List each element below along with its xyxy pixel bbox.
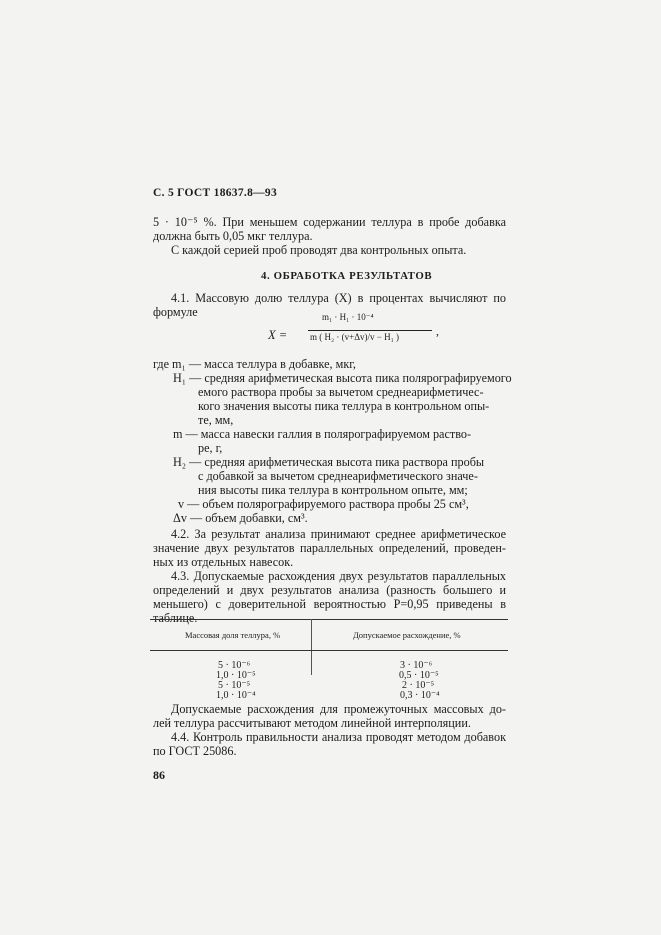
paragraph-line: таблице. — [153, 611, 198, 625]
table-cell: 3 · 10⁻⁶ — [400, 660, 433, 671]
table-cell: 5 · 10⁻⁶ — [218, 660, 251, 671]
table-top-rule — [150, 619, 508, 620]
paragraph-line: 4.3. Допускаемые расхождения двух результатов параллельных — [171, 569, 506, 583]
paragraph-line: ных из отдельных навесок. — [153, 555, 294, 569]
paragraph-line: Допускаемые расхождения для промежуточных массовых до- — [171, 702, 506, 716]
definition-line: H₂ — средняя арифметическая высота пика раствора пробы — [173, 455, 485, 469]
fraction-bar — [308, 330, 432, 331]
definition-line: ре, г, — [198, 441, 223, 455]
table-cell: 0,5 · 10⁻⁵ — [399, 670, 439, 681]
table-cell: 0,3 · 10⁻⁴ — [400, 690, 440, 701]
paragraph-line: С каждой серией проб проводят два контрольных опыта. — [171, 243, 467, 257]
definition-line: где m₁ — масса теллура в добавке, мкг, — [153, 357, 356, 371]
table-cell: 1,0 · 10⁻⁵ — [216, 670, 256, 681]
table-cell: 2 · 10⁻⁵ — [402, 680, 435, 691]
paragraph-line: 4.4. Контроль правильности анализа проводят методом добавок — [171, 730, 506, 744]
table-header-rule — [150, 650, 508, 651]
paragraph-line: по ГОСТ 25086. — [153, 744, 237, 758]
paragraph-line: должна быть 0,05 мкг теллура. — [153, 229, 313, 243]
definition-line: те, мм, — [198, 413, 234, 427]
table-header-cell: Массовая доля теллура, % — [185, 630, 281, 640]
definition-line: v — объем полярографируемого раствора пробы 25 см³, — [178, 497, 469, 511]
definition-line: кого значения высоты пика теллура в контрольном опы- — [198, 399, 490, 413]
paragraph-line: определений и двух результатов анализа (разность большего и — [153, 583, 506, 597]
formula — [268, 312, 448, 356]
formula-numerator: m₁ · H₁ · 10⁻⁴ — [322, 312, 374, 322]
definition-line: H₁ — средняя арифметическая высота пика полярографируемого — [173, 371, 512, 385]
table-header-cell: Допускаемое расхождение, % — [353, 630, 461, 640]
paragraph-line: 4.1. Массовую долю теллура (X) в процентах вычисляют по — [171, 291, 506, 305]
definition-line: Δv — объем добавки, см³. — [173, 511, 308, 525]
formula-lhs: X = — [268, 328, 288, 342]
table-cell: 5 · 10⁻⁵ — [218, 680, 251, 691]
formula-comma: , — [436, 324, 439, 338]
paragraph-line: формуле — [153, 305, 198, 319]
definition-line: m — масса навески галлия в полярографируемом раство- — [173, 427, 472, 441]
paragraph-line: лей теллура рассчитывают методом линейной интерполяции. — [153, 716, 471, 730]
page-number: 86 — [153, 768, 165, 782]
paragraph-line: 4.2. За результат анализа принимают среднее арифметическое — [171, 527, 506, 541]
definition-line: с добавкой за вычетом среднеарифметического значе- — [198, 469, 478, 483]
definition-line: ния высоты пика теллура в контрольном опыте, мм; — [198, 483, 468, 497]
paragraph-line: 5 · 10⁻⁵ %. При меньшем содержании теллура в пробе добавка — [153, 215, 506, 229]
page-header: С. 5 ГОСТ 18637.8—93 — [153, 187, 278, 199]
table-column-divider — [311, 619, 312, 675]
paragraph-line: меньшего) с доверительной вероятностью P=0,95 приведены в — [153, 597, 506, 611]
section-title: 4. ОБРАБОТКА РЕЗУЛЬТАТОВ — [261, 270, 433, 282]
paragraph-line: значение двух результатов параллельных определений, проведен- — [153, 541, 506, 555]
definition-line: емого раствора пробы за вычетом среднеарифметичес- — [198, 385, 484, 399]
table-cell: 1,0 · 10⁻⁴ — [216, 690, 256, 701]
formula-denominator: m ( H₂ · (v+Δv)/v − H₁ ) — [310, 332, 399, 342]
